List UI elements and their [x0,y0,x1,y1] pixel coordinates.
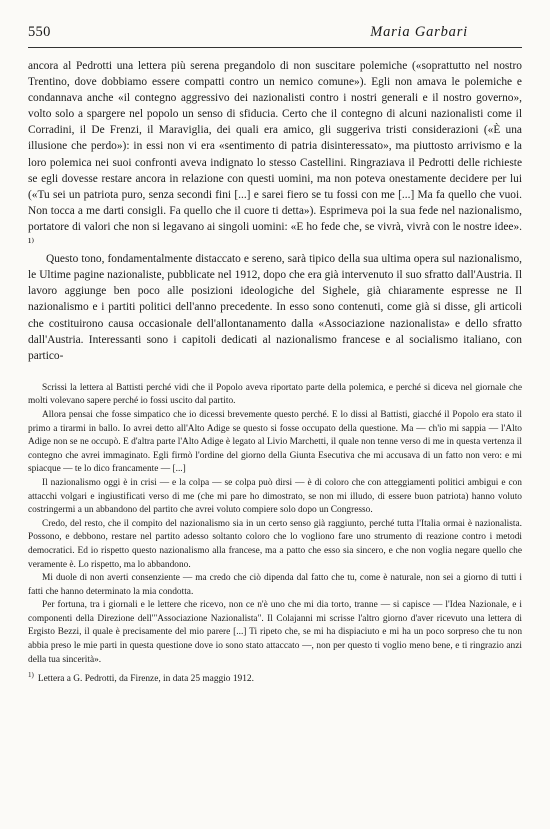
page [28,24,522,687]
page-header [28,24,522,46]
footnote-text: Lettera a G. Pedrotti, da Firenze, in data 25 maggio 1912. [37,674,254,685]
page-number: 550 [28,24,51,40]
running-head: Maria Garbari [370,24,468,40]
note-paragraph: Allora pensai che fosse simpatico che io dicessi brevemente questo perché. E lo dissi al Battisti, giacché il Popolo era stato il primo a tirarmi in ballo. Io avrei detto all'Alto Adige se questo si fosse occupato della questione. Ma — ch'io mi sappia — l'Alto Adige non se ne occupò. E d'altra parte l'Alto Adige è legato al Livio Marchetti, il quale non tenne verso di me in questa vertenza il contegno che avrei immaginato. Egli firmò l'ordine del giorno della Giunta Esecutiva che mi accusava di un fatto non vero: e mi spiacque — te lo dico francamente — [...] [28,409,522,475]
header-rule [28,47,522,48]
footnote [28,669,522,687]
note-paragraph: Il nazionalismo oggi è in crisi — e la colpa — se colpa può dirsi — è di coloro che con atteggiamenti politici ambigui e con attacchi volgari e ingiustificati verso di me (che mi pare ho dimostrato, se non mi illudo, di essere buon patriota) hanno voluto costringermi a un abbandono del partito che avrei voluto compiere solo dopo un Congresso. [28,477,522,516]
note-paragraph: Credo, del resto, che il compito del nazionalismo sia in un certo senso già raggiunto, perché tutta l'Italia ormai è nazionalista. Possono, e debbono, restare nel partito adesso soltanto coloro che lo vogliono fare uno strumento di reazione contro i metodi democratici. Ed io rispetto questo nazionalismo alla francese, ma a patto che esso sia sincero, e che non voglia negare quello che veramente è. Lo rispetto, ma lo abbandono. [28,518,522,570]
quoted-letter [28,382,522,667]
main-text [28,58,522,364]
note-paragraph: Scrissi la lettera al Battisti perché vidi che il Popolo aveva riportato parte della polemica, e perché si diceva nel giornale che molti volevano sapere perché io fossi uscito dal partito. [28,382,522,407]
body-paragraph: ancora al Pedrotti una lettera più serena pregandolo di non suscitare polemiche («soprattutto nel nostro Trentino, dove dobbiamo essere compatti contro un nemico comune»). Egli non amava le polemiche e condannava anche «il contegno aggressivo dei nazionalisti contro i nostri generali e il nostro governo», volto solo a spargere nel popolo un senso di sfiducia. Certo che il contegno di alcuni nazionalisti come il Corradini, il De Frenzi, il Maraviglia, dei quali era amico, gli suggeriva tristi considerazioni («È una illusione che perdo»): in essi non vi era «sentimento di patria disinteressato», ma piuttosto arrivismo e la loro polemica nei suoi confronti aveva indignato lo stesso Castellini. Ringraziava il Pedrotti delle richieste se egli dovesse restare ancora in relazione con questi uomini, ma non poteva onestamente decidere per lui («Tu sei un patriota puro, senza secondi fini [...] e sarei fiero se tu fossi con me [...] Ma fa quello che vuoi. Non tocca a me darti consigli. Fa quello che il cuore ti detta»). Esprimeva poi la sua fede nel nazionalismo, portatore di valori che non si legavano ai singoli uomini: «E ho fede che, se vivrà, vivrà con le nostre idee». ¹⁾ [28,60,522,250]
footnote-marker: 1) [28,671,34,680]
note-paragraph: Mi duole di non averti consenziente — ma credo che ciò dipenda dal fatto che tu, come è naturale, non sei a giorno di tutti i fatti che hanno determinato la mia condotta. [28,573,522,597]
section-gap [28,364,522,382]
note-paragraph: Per fortuna, tra i giornali e le lettere che ricevo, non ce n'è uno che mi dia torto, tranne — si capisce — l'Idea Nazionale, e i componenti della Direzione dell'"Associazione Nazionalista". Il Colajanni mi scrisse l'altro giorno d'aver ricevuto una lettera di Ergisto Bezzi, il quale è precisamente del mio parere [...] Ti ripeto che, se mi ha dispiaciuto e mi ha un poco sorpreso che tu non abbia preso le mie parti in questa questione dove io sono stato attaccato —, non per questo ti voglio meno bene, e ti ringrazio anzi della tua sincerità». [28,600,522,665]
body-paragraph: Questo tono, fondamentalmente distaccato e sereno, sarà tipico della sua ultima opera sul nazionalismo, le Ultime pagine nazionaliste, pubblicate nel 1912, dopo che era già intervenuto il suo sfratto dall'Austria. Il lavoro aggiunge ben poco alle posizioni ideologiche del Sighele, già chiaramente espresse ne Il nazionalismo e i partiti politici dell'anno precedente. In esso sono contenuti, come già si disse, gli articoli che costituirono causa occasionale dell'allontanamento dalla «Associazione nazionalista» e dello sfratto dall'Austria. Interessanti sono i capitoli dedicati al nazionalismo francese e al socialismo italiano, con partico- [28,253,522,362]
